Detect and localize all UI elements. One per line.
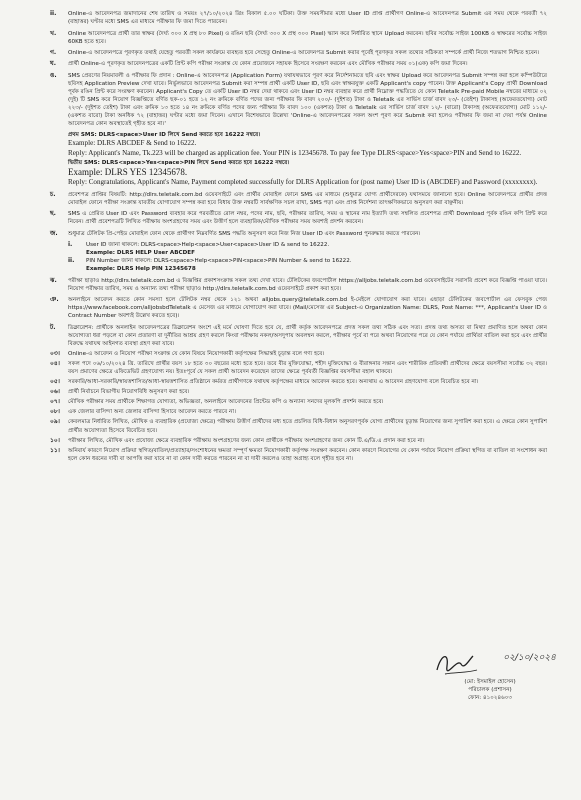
instructions-list-d <box>50 324 547 463</box>
signatory-name: (মো: ইসমাইল হোসেন) <box>464 679 516 685</box>
item-marker: ঝ. <box>50 277 57 285</box>
item-text: অনিবার্য কারণে নিয়োগ প্রক্রিয়া স্থগিত/বাতিল/প্রত্যাহার/সংশোধনের ক্ষমতা সম্পূর্ণ ক্ষমতা নিয়োগকারী কর্তৃপক্ষ সংরক্ষণ করবেন। কোন কারণে নিয়োগের যে কোন পর্যায়ে নিয়োগ প্রক্রিয়া স্থগিত বা বাতিল বা সংশোধন করা হলে কোন ধরনের দাবী বা আপত্তি করা যাবে না বা কোন দাবী করতে পারবেন না বা দাবী করলেও তাহা অগ্রাহ্য বলে গৃহীত হবে না। <box>68 447 547 462</box>
sms-second-example: Example: DLRS YES 12345678. <box>68 166 188 177</box>
item-text: মৌখিক পরীক্ষার সময় প্রার্থীকে শিক্ষাগত যোগ্যতা, অভিজ্ঞতা, অনলাইনে আবেদনের প্রিন্টেড কপি ও অন্যান্য সনদের মূলকপি প্রদর্শন করতে হবে। <box>68 399 384 406</box>
recovery-example: Example: DLRS Help PIN 12345678 <box>86 265 196 272</box>
sms-first-label: প্রথম SMS: DLRS<space>User ID লিখে Send করতে হবে 16222 নম্বরে। <box>68 132 261 139</box>
notice-item <box>50 277 547 293</box>
recovery-example: Example: DLRS HELP User ABCDEF <box>86 249 195 256</box>
deadline-item <box>50 10 547 26</box>
item-marker: জ. <box>50 229 58 237</box>
item-text: এক জেলার বাসিন্দা অন্য জেলার বাসিন্দা হিসাবে আবেদন করতে পারবে না। <box>68 409 236 416</box>
notice-item <box>50 408 547 416</box>
notice-item <box>50 296 547 320</box>
notice-item <box>50 418 547 434</box>
item-marker: i. <box>68 240 73 248</box>
item-marker: ঙ. <box>50 71 57 79</box>
item-text: Online-এ আবেদনপত্র জমাদানের শেষ তারিখ ও সময়ঃ ২৭/১০/২০২৪ খ্রিঃ বিকাল ৫.০০ ঘটিকা। উক্ত সময়সীমার মধ্যে User ID প্রাপ্ত প্রার্থীগণ Online-এ আবেদনপত্র Submit এর সময় থেকে পরবর্তী ৭২ (বাহাত্তর) ঘণ্টার মধ্যে SMS এর মাধ্যমে পরীক্ষার ফি জমা দিতে পারবেন। <box>68 11 547 26</box>
item-text: প্রার্থী নির্বাচনে বিভাগীয় নিয়োগবিধি অনুসরণ করা হবে। <box>68 389 190 396</box>
item-text: পরীক্ষার লিখিত, মৌখিক এবং প্রযোজ্য ক্ষেত্রে ব্যবহারিক পরীক্ষায় অংশগ্রহণের জন্য কোন প্রার্থীকে পরীক্ষায় অংশগ্রহণের জন্য কোন টি.এ/ডি.এ প্রদান করা হবে না। <box>68 437 425 444</box>
notice-item <box>50 437 547 445</box>
item-text: SMS প্রেরণের নিয়মাবলী ও পরীক্ষার ফি প্রদান : Online-এ আবেদনপত্র (Application Form) যথাযথভাবে পূরণ করে নির্দেশনামতে ছবি এবং স্বাক্ষর Upload করে আবেদনপত্র Submit সম্পন্ন করা হলে কম্পিউটারে ছবিসহ Application Preview দেখা যাবে। নির্ভুলভাবে আবেদনপত্র Submit করা সম্পন্ন প্রার্থী একটি User ID, ছবি এবং স্বাক্ষরযুক্ত একটি Applicant's copy পাবেন। উক্ত Applicant's Copy প্রার্থী Download পূর্বক রঙিন প্রিন্ট করে সংরক্ষণ করবেন। Applicant's Copy তে একটি User ID নম্বর দেয়া থাকবে এবং User ID নম্বর ব্যবহার করে প্রার্থী নিম্নোক্ত পদ্ধতিতে যে কোন Teletalk Pre-paid Mobile নম্বরের মাধ্যমে ০২ (দুই) টি SMS করে নিয়োগ বিজ্ঞপ্তিতে বর্ণিত ছক-০১ হতে ১২ নং ক্রমিকে বর্ণিত পদের জন্য পরীক্ষার ফি বাবদ ২০০/- (দুইশত) টাকা ও Teletalk এর সার্ভিস চার্জ বাবদ ২৩/- (তেইশ) টাকাসহ (অফেরতযোগ্য) মোট ২২৩/- (দুইশত তেইশ) টাকা এবং ক্রমিক ১৩ হতে ১৪ নং ক্রমিকে বর্ণিত পদের জন্য পরীক্ষার ফি বাবদ ১০০ (একশত) টাকা ও Teletalk এর সার্ভিস চার্জ বাবদ ১২/- (বারো) টাকাসহ (অফেরতযোগ্য) মোট ১১২/- (একশত বারো) টাকা অনধিক ৭২ (বাহাত্তর) ঘণ্টার মধ্যে জমা দিবেন। এখানে বিশেষভাবে উল্লেখ্য 'Online-এ আবেদনপত্রের সকল অংশ পূরণ করে Submit করা হলেও পরীক্ষার ফি জমা না দেয়া পর্যন্ত Online আবেদনপত্র কোন অবস্থাতেই গৃহীত হবে না।' <box>68 72 548 128</box>
item-marker: ii. <box>68 256 75 264</box>
notice-item <box>50 191 547 207</box>
item-text: সরকারি/আধা-সরকারি/স্বায়ত্তশাসিত/আধা-স্বায়ত্তশাসিত প্রতিষ্ঠানে কর্মরত প্রার্থীগণকে যথাযথ কর্তৃপক্ষের মাধ্যমে আবেদন করতে হবে। অন্যথায় এ আবেদন গ্রহণযোগ্য বলে বিবেচিত হবে না। <box>68 379 479 386</box>
sms-second-label: দ্বিতীয় SMS: DLRS<space>Yes<space>PIN লিখে Send করতে হবে 16222 নম্বরে। <box>68 159 290 166</box>
instructions-list-a <box>50 30 547 128</box>
notice-item <box>50 30 547 46</box>
notice-item <box>50 447 547 463</box>
item-text: Online আবেদনপত্রে প্রার্থী তার স্বাক্ষর (দৈর্ঘ্য ৩০০ X প্রস্থ ৮০ Pixel) ও রঙিন ছবি (দৈর্ঘ্য ৩০০ X প্রস্থ ৩০০ Pixel) স্ক্যান করে নির্ধারিত স্থানে Upload করবেন। ছবির সর্বোচ্চ সাইজ 100KB ও স্বাক্ষরের সর্বোচ্চ সাইজ 60KB হতে হবে। <box>68 31 547 46</box>
notice-item <box>50 350 547 358</box>
notice-item <box>50 60 547 68</box>
recovery-item-pin <box>68 257 547 273</box>
item-marker: ০৫। <box>50 378 60 386</box>
item-text: সকল পদে ০৬/১০/২০২৪ খ্রি. তারিখে প্রার্থীর বয়স ১৮ হতে ৩০ বছরের মধ্যে হতে হবে। তবে বীর মুক্তিযোদ্ধা, শহীদ মুক্তিযোদ্ধা ও বীরাঙ্গনার সন্তান এবং শারীরিক প্রতিবন্ধী প্রার্থীদের ক্ষেত্রে বয়সসীমা সর্বোচ্চ ৩২ বছর। বয়স প্রমাণের ক্ষেত্রে এফিডেভিট গ্রহণযোগ্য নয়। ইতঃপূর্বে যে সকল প্রার্থী আবেদন করেছেন তাদের ক্ষেত্রে পূর্ববর্তী বিজ্ঞপ্তির বয়সসীমা বহাল থাকবে। <box>68 360 547 375</box>
signature-date: ০২/১০/২০২৪ <box>503 653 556 663</box>
notice-item <box>50 324 547 348</box>
item-text: প্রার্থী Online-এ পূরণকৃত আবেদনপত্রের একটি প্রিন্ট কপি পরীক্ষা সংক্রান্ত যে কোন প্রয়োজনে সহায়ক হিসেবে সংরক্ষণ করবেন এবং মৌখিক পরীক্ষার সময় ০১(এক) কপি জমা দিবেন। <box>68 61 468 68</box>
recovery-text: PIN Number জানা থাকলে: DLRS<space>Help<space>PIN<space>PIN Number & send to 16222. <box>86 257 352 264</box>
sms-reply-2: Reply: Congratulations, Applicant's Name, Payment completed successfully for DLRS Application for (post name) User ID is (ABCDEF) and Password (xxxxxxxx). <box>68 177 538 186</box>
item-marker: ছ. <box>50 210 56 218</box>
notice-item <box>50 360 547 376</box>
notice-item <box>50 49 547 57</box>
sms-reply-1: Reply: Applicant's Name, Tk.223 will be charged as application fee. Your PIN is 12345678. To pay fee Type DLRS<space>Yes<space>PIN and Send to 16222. <box>68 148 522 157</box>
recovery-instructions <box>50 241 547 273</box>
recovery-text: User ID জানা থাকলে: DLRS<space>Help<space>User<space>User ID & send to 16222. <box>86 241 330 248</box>
item-text: কেবলমাত্র নির্ধারিত লিখিত, মৌখিক ও ব্যবহারিক (প্রযোজ্য ক্ষেত্রে) পরীক্ষায় উত্তীর্ণ প্রার্থীদের মধ্য হতে প্রচলিত বিধি-বিধান অনুসরণপূর্বক যোগ্য প্রার্থীদের চূড়ান্ত নিয়োগের জন্য সুপারিশ করা হবে। এ ক্ষেত্রে কোন সুপারিশ প্রার্থীর অযোগ্যতা হিসেবে বিবেচিত হবে। <box>68 419 547 434</box>
item-marker: খ. <box>50 30 57 38</box>
item-marker: ০৭। <box>50 398 60 406</box>
signature-block <box>420 648 560 702</box>
item-marker: ঘ. <box>50 60 56 68</box>
item-marker: গ. <box>50 49 57 57</box>
signatory-phone: ফোন: ৪১০২৪৬০৩ <box>467 695 513 701</box>
instructions-list-b <box>50 191 547 237</box>
signatory-designation: পরিচালক (প্রশাসন) <box>468 687 512 693</box>
notice-item <box>50 388 547 396</box>
notice-item <box>50 230 547 238</box>
item-text: পরীক্ষা ছাড়াও http://dlrs.teletalk.com.bd এ বিজ্ঞপ্তির প্রকাশসংক্রান্ত সকল তথ্য দেখা যাবে। টেলিটকের জবপোর্টাল https://alljobs.teletalk.com.bd ওয়েবসাইটের সরাসরি প্রবেশ করে বিজ্ঞপ্তি পাওয়া যাবে। নিয়োগ পরীক্ষার তারিখ, সময় ও অন্যান্য তথ্য পরীক্ষা ছাড়াও http://dlrs.teletalk.com.bd ওয়েবসাইটে প্রকাশ করা হবে। <box>68 278 547 293</box>
notice-item <box>50 398 547 406</box>
item-text: শুধুমাত্র টেলিটক প্রি-পেইড মোবাইল ফোন থেকে প্রার্থীগণ নিম্নবর্ণিত SMS পদ্ধতি অনুসরণ করে নিজ নিজ User ID এবং Password পুনরুদ্ধার করতে পারবেন। <box>68 230 421 237</box>
item-marker: ০৩। <box>50 349 60 357</box>
item-marker: ০৮। <box>50 408 60 416</box>
notice-item <box>50 72 547 129</box>
item-marker: ০৯। <box>50 418 60 426</box>
item-text: Online-এ আবেদন ও নিয়োগ পরীক্ষা সংক্রান্ত যে কোন বিষয়ে নিয়োগকারী কর্তৃপক্ষের সিদ্ধান্তই চূড়ান্ত বলে গণ্য হবে। <box>68 350 325 357</box>
item-marker: ০৬। <box>50 388 60 396</box>
item-text: ডিক্লারেশন: প্রার্থীকে অনলাইন আবেদনপত্রের ডিক্লারেশন অংশে এই মর্মে ঘোষণা দিতে হবে যে, প্রার্থী কর্তৃক আবেদনপত্রে প্রদত্ত সকল তথ্য সঠিক এবং সত্য। প্রদত্ত তথ্য অসত্য বা মিথ্যা প্রমাণিত হলে অথবা কোন অযোগ্যতা ধরা পড়লে বা কোন প্রতারণা বা দুর্নীতির আশ্রয় গ্রহণ করলে কিংবা পরীক্ষায় নকল/অসদুপায় অবলম্বন করলে, পরীক্ষার পূর্বে বা পরে অথবা নিয়োগের পরে যে কোন পর্যায়ে প্রার্থিতা বাতিল করা হবে এবং প্রার্থীর বিরুদ্ধে যথাযথ আইনগত ব্যবস্থা গ্রহণ করা যাবে। <box>68 324 547 347</box>
item-marker: ii. <box>50 10 57 17</box>
item-text: প্রবেশপত্র প্রাপ্তির বিষয়টি: http://dlrs.teletalk.com.bd ওয়েবসাইটে এবং প্রার্থীর মোবাইল ফোনে SMS এর মাধ্যমে (শুধুমাত্র যোগ্য প্রার্থীদেরকে) যথাসময়ে জানানো হবে। Online আবেদনপত্রে প্রার্থীর প্রদত্ত মোবাইল ফোনে পরীক্ষা সংক্রান্ত যাবতীয় যোগাযোগ সম্পন্ন করা হবে বিধায় উক্ত নম্বরটি সার্বক্ষণিক সচল রাখা, SMS পড়া এবং প্রাপ্ত নির্দেশনা তাৎক্ষণিকভাবে অনুসরণ করা বাঞ্ছনীয়। <box>68 192 547 207</box>
instructions-list-c <box>50 277 547 320</box>
item-marker: ১০। <box>50 436 60 444</box>
recovery-item-user <box>68 241 547 257</box>
item-marker: ট. <box>50 323 56 331</box>
item-marker: চ. <box>50 191 56 199</box>
item-text: SMS এ প্রেরিত User ID এবং Password ব্যবহার করে পরবর্তীতে রোল নম্বর, পদের নাম, ছবি, পরীক্ষার তারিখ, সময় ও স্থানের নাম ইত্যাদি তথ্য সম্বলিত প্রবেশপত্র প্রার্থী Download পূর্বক রঙিন কপি প্রিন্ট করে নিবেন। প্রার্থী প্রবেশপত্রটি লিখিত পরীক্ষায় অংশগ্রহণের সময় এবং উত্তীর্ণ হলে ব্যবহারিক/মৌখিক পরীক্ষার সময় অবশ্যই প্রদর্শন করবেন। <box>68 211 547 226</box>
notice-item <box>50 210 547 226</box>
notice-item <box>50 378 547 386</box>
item-marker: ০৪। <box>50 359 60 367</box>
item-text: অনলাইনে আবেদন করতে কোন সমস্যা হলে টেলিটক নম্বর থেকে ১২১ অথবা alljobs.query@teletalk.com.bd ই-মেইলে যোগাযোগ করা যাবে। এছাড়া টেলিটকের জবপোর্টাল এর ফেসবুক পেজ https://www.facebook.com/alljobsbdTeletalk এ মেসেজ এর মাধ্যমে যোগাযোগ করা যাবে। (Mail/মেসেজ এর Subject-এ Organization Name: DLRS, Post Name: ***, Applicant's User ID ও Contract Number অবশ্যই উল্লেখ করতে হবে)। <box>68 297 547 320</box>
sms-first-example: Example: DLRS ABCDEF & Send to 16222. <box>68 139 197 148</box>
item-marker: ১১। <box>50 446 60 454</box>
item-text: Online-এ আবেদনপত্রে পূরণকৃত তথ্যই যেহেতু পরবর্তী সকল কার্যক্রমে ব্যবহৃত হবে সেহেতু Online-এ আবেদনপত্র Submit করার পূর্বেই পূরণকৃত সকল তথ্যের সঠিকতা সম্পর্কে প্রার্থী নিজে শতভাগ নিশ্চিত হবেন। <box>68 50 540 57</box>
sms-instructions <box>50 131 547 187</box>
item-marker: ঞ. <box>50 296 59 304</box>
